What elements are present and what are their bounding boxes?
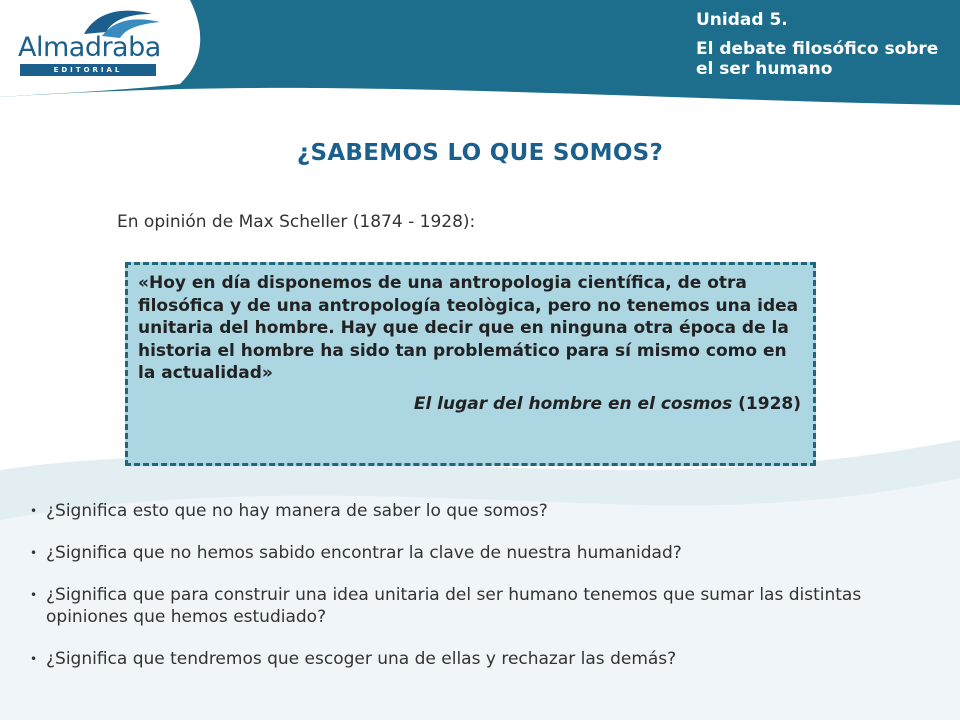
almadraba-logo [14,4,164,76]
quote-box [125,262,816,466]
question-text: ¿Significa que tendremos que escoger una de ellas y rechazar las demás? [46,649,677,669]
intro-text: En opinión de Max Scheller (1874 - 1928): [117,212,476,232]
question-text: ¿Significa que para construir una idea unitaria del ser humano tenemos que sumar las distintas opiniones que hemos estudiado? [46,585,862,627]
unit-title: El debate filosófico sobre el ser humano [696,39,939,79]
logo-wordmark: Almadraba [18,32,161,63]
bullet-icon: • [30,546,38,560]
unit-label: Unidad 5. [696,10,788,30]
page-title: ¿SABEMOS LO QUE SOMOS? [296,140,664,166]
quote-text: «Hoy en día disponemos de una antropologia científica, de otra filosófica y de una antropología teològica, pero no tenemos una idea unitaria del hombre. Hay que decir que en ninguna otra época de la historia el hombre ha sido tan problemático para sí mismo como en la actualidad» [138,273,799,383]
bullet-icon: • [30,504,38,518]
list-item [30,542,880,564]
list-item [30,500,880,522]
logo-subtext: EDITORIAL [20,64,156,76]
bullet-icon: • [30,652,38,666]
unit-heading [696,10,946,79]
quote-source-year: (1928) [738,393,801,414]
question-text: ¿Significa que no hemos sabido encontrar la clave de nuestra humanidad? [46,543,682,563]
question-text: ¿Significa esto que no hay manera de saber lo que somos? [46,501,548,521]
bullet-icon: • [30,588,38,602]
quote-source [138,394,801,414]
question-list [30,500,880,690]
list-item [30,584,880,628]
quote-source-title: El lugar del hombre en el cosmos [413,393,733,414]
list-item [30,648,880,670]
